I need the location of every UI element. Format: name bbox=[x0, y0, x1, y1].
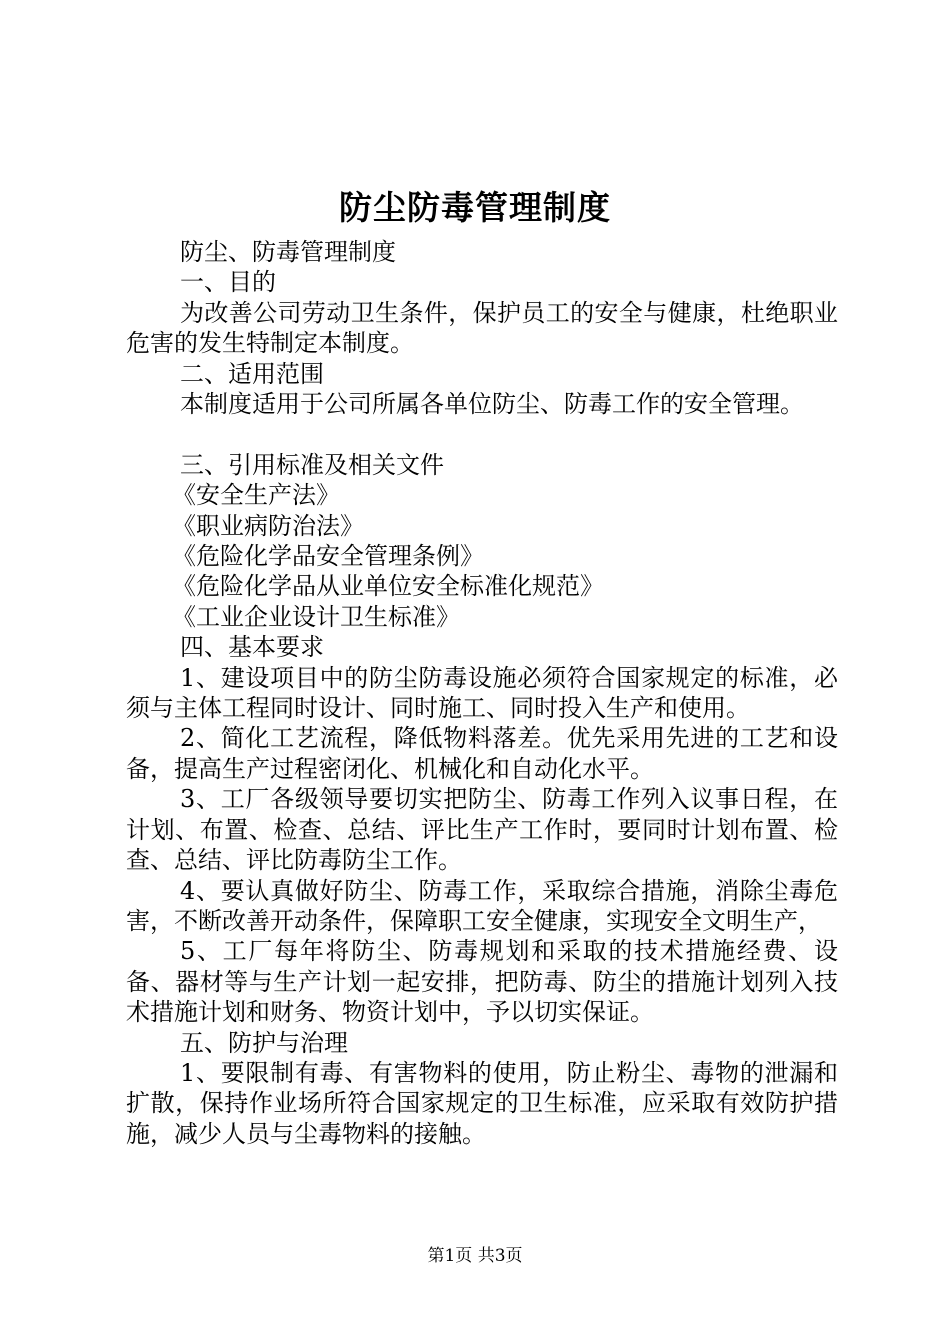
blank-line bbox=[126, 419, 838, 449]
reference-item: 《安全生产法》 bbox=[172, 481, 340, 510]
heading-purpose: 一、目的 bbox=[180, 268, 276, 297]
requirement-item: 3、工厂各级领导要切实把防尘、防毒工作列入议事日程，在计划、布置、检查、总结、评比生产工作时，要同时计划布置、检查、总结、评比防毒防尘工作。 bbox=[126, 785, 838, 875]
reference-item: 《危险化学品从业单位安全标准化规范》 bbox=[172, 572, 604, 601]
heading-basic-requirements: 四、基本要求 bbox=[180, 633, 324, 662]
requirement-item: 1、建设项目中的防尘防毒设施必须符合国家规定的标准，必须与主体工程同时设计、同时施工、同时投入生产和使用。 bbox=[126, 663, 838, 723]
paragraph-purpose: 为改善公司劳动卫生条件，保护员工的安全与健康，杜绝职业危害的发生特制定本制度。 bbox=[126, 298, 838, 358]
reference-item: 《危险化学品安全管理条例》 bbox=[172, 542, 484, 571]
document-body bbox=[126, 237, 838, 1149]
protection-item: 1、要限制有毒、有害物料的使用，防止粉尘、毒物的泄漏和扩散，保持作业场所符合国家规定的卫生标准，应采取有效防护措施，减少人员与尘毒物料的接触。 bbox=[126, 1058, 838, 1148]
paragraph-scope: 本制度适用于公司所属各单位防尘、防毒工作的安全管理。 bbox=[180, 390, 804, 419]
requirement-item: 5、工厂每年将防尘、防毒规划和采取的技术措施经费、设备、器材等与生产计划一起安排，把防毒、防尘的措施计划列入技术措施计划和财务、物资计划中，予以切实保证。 bbox=[126, 937, 838, 1027]
document-title: 防尘防毒管理制度 bbox=[339, 188, 611, 227]
heading-protection: 五、防护与治理 bbox=[180, 1028, 348, 1057]
reference-item: 《职业病防治法》 bbox=[172, 511, 364, 540]
reference-item: 《工业企业设计卫生标准》 bbox=[172, 602, 460, 631]
paragraph-subtitle: 防尘、防毒管理制度 bbox=[180, 238, 396, 266]
page-number: 第1页 共3页 bbox=[427, 1246, 523, 1266]
heading-references: 三、引用标准及相关文件 bbox=[180, 450, 444, 479]
requirement-item: 4、要认真做好防尘、防毒工作，采取综合措施，消除尘毒危害，不断改善开动条件，保障职工安全健康，实现安全文明生产， bbox=[126, 876, 838, 935]
heading-scope: 二、适用范围 bbox=[180, 359, 324, 388]
requirement-item: 2、简化工艺流程，降低物料落差。优先采用先进的工艺和设备，提高生产过程密闭化、机械化和自动化水平。 bbox=[126, 724, 838, 783]
